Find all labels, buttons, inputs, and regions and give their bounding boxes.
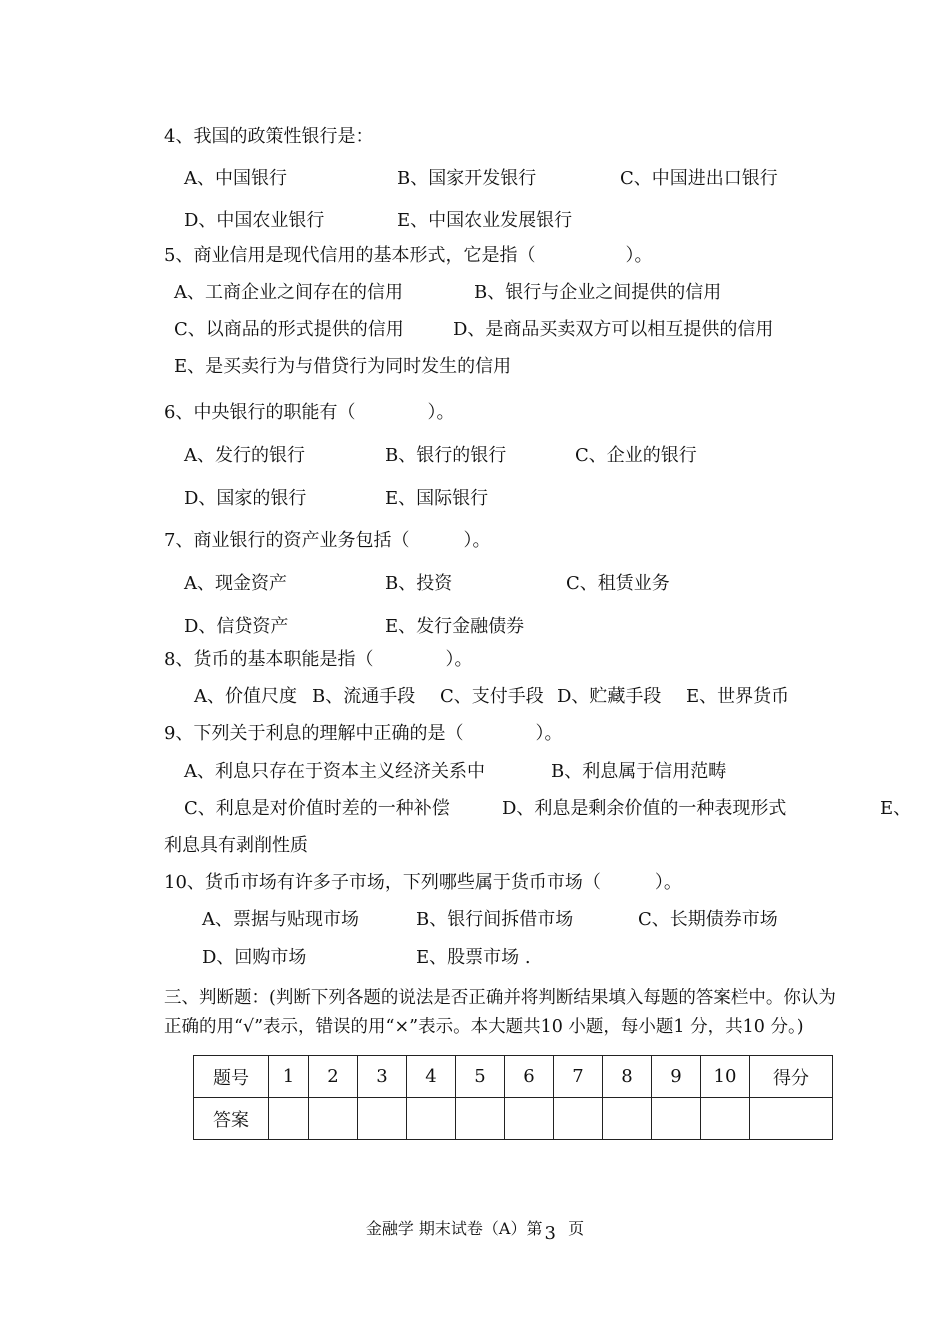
q9-option-a: A、利息只存在于资本主义经济关系中	[184, 761, 485, 782]
question-9-stem: 9、下列关于利息的理解中正确的是（ ）。	[164, 723, 563, 744]
q9-option-c: C、利息是对价值时差的一种补偿	[184, 798, 450, 819]
q6-option-c: C、企业的银行	[575, 445, 697, 466]
q10-option-b: B、银行间拆借市场	[416, 909, 574, 930]
question-number-cell: 7	[554, 1056, 603, 1098]
answer-cell[interactable]	[554, 1098, 603, 1140]
question-number-cell: 8	[603, 1056, 652, 1098]
answer-cell[interactable]	[309, 1098, 358, 1140]
score-label: 得分	[750, 1056, 833, 1098]
q7-option-a: A、现金资产	[184, 573, 287, 594]
q8-option-d: D、贮藏手段	[557, 686, 662, 707]
answer-table-answer-row	[194, 1098, 833, 1140]
q8-option-e: E、世界货币	[686, 686, 790, 707]
q5-option-a: A、工商企业之间存在的信用	[174, 282, 403, 303]
q10-option-d: D、回购市场	[202, 947, 307, 968]
q8-option-a: A、价值尺度	[194, 686, 297, 707]
question-10-stem: 10、货币市场有许多子市场，下列哪些属于货币市场（ ）。	[164, 872, 682, 893]
q9-option-e-continuation: 利息具有剥削性质	[164, 835, 308, 856]
footer-suffix: 页	[568, 1219, 585, 1238]
answer-cell[interactable]	[269, 1098, 309, 1140]
q5-option-d: D、是商品买卖双方可以相互提供的信用	[453, 319, 774, 340]
answer-cell[interactable]	[701, 1098, 750, 1140]
answer-table	[193, 1055, 833, 1140]
q4-option-b: B、国家开发银行	[397, 168, 537, 189]
page-footer	[0, 1216, 950, 1244]
q8-option-c: C、支付手段	[440, 686, 544, 707]
q4-option-d: D、中国农业银行	[184, 210, 325, 231]
question-number-cell: 5	[456, 1056, 505, 1098]
q6-option-e: E、国际银行	[385, 488, 489, 509]
question-number-cell: 4	[407, 1056, 456, 1098]
question-7-stem: 7、商业银行的资产业务包括（ ）。	[164, 530, 491, 551]
q10-option-e: E、股票市场 .	[416, 947, 531, 968]
footer-text: 金融学 期末试卷（A）第	[365, 1219, 543, 1238]
q8-option-b: B、流通手段	[312, 686, 416, 707]
q7-option-b: B、投资	[385, 573, 453, 594]
section-3-instructions-line-1: 三、判断题：(判断下列各题的说法是否正确并将判断结果填入每题的答案栏中。你认为	[164, 988, 836, 1008]
q5-option-b: B、银行与企业之间提供的信用	[474, 282, 722, 303]
question-6-stem: 6、中央银行的职能有（ ）。	[164, 402, 455, 423]
q4-option-a: A、中国银行	[184, 168, 287, 189]
question-number-cell: 9	[652, 1056, 701, 1098]
answer-cell[interactable]	[407, 1098, 456, 1140]
question-5-stem: 5、商业信用是现代信用的基本形式，它是指（ ）。	[164, 245, 653, 266]
q4-option-c: C、中国进出口银行	[620, 168, 778, 189]
question-number-cell: 3	[358, 1056, 407, 1098]
question-number-label: 题号	[194, 1056, 269, 1098]
q10-option-a: A、票据与贴现市场	[202, 909, 359, 930]
q6-option-b: B、银行的银行	[385, 445, 507, 466]
answer-cell[interactable]	[603, 1098, 652, 1140]
answer-table-header-row	[194, 1056, 833, 1098]
q9-option-d: D、利息是剩余价值的一种表现形式	[502, 798, 787, 819]
question-8-stem: 8、货币的基本职能是指（ ）。	[164, 649, 473, 670]
q6-option-a: A、发行的银行	[184, 445, 305, 466]
answer-cell[interactable]	[505, 1098, 554, 1140]
q9-option-b: B、利息属于信用范畴	[551, 761, 727, 782]
question-4-stem: 4、我国的政策性银行是：	[164, 126, 374, 147]
q7-option-c: C、租赁业务	[566, 573, 670, 594]
q7-option-d: D、信贷资产	[184, 616, 289, 637]
q5-option-c: C、以商品的形式提供的信用	[174, 319, 404, 340]
q6-option-d: D、国家的银行	[184, 488, 307, 509]
score-cell[interactable]	[750, 1098, 833, 1140]
answer-cell[interactable]	[456, 1098, 505, 1140]
q4-option-e: E、中国农业发展银行	[397, 210, 573, 231]
answer-cell[interactable]	[652, 1098, 701, 1140]
answer-label: 答案	[194, 1098, 269, 1140]
question-number-cell: 6	[505, 1056, 554, 1098]
q7-option-e: E、发行金融债券	[385, 616, 525, 637]
q9-option-e: E、	[880, 798, 912, 819]
q10-option-c: C、长期债券市场	[638, 909, 778, 930]
question-number-cell: 1	[269, 1056, 309, 1098]
page-number: 3	[544, 1223, 556, 1244]
question-number-cell: 10	[701, 1056, 750, 1098]
section-3-instructions-line-2: 正确的用“√”表示，错误的用“×”表示。本大题共10 小题，每小题1 分，共10 分。)	[164, 1017, 804, 1037]
answer-cell[interactable]	[358, 1098, 407, 1140]
question-number-cell: 2	[309, 1056, 358, 1098]
q5-option-e: E、是买卖行为与借贷行为同时发生的信用	[174, 356, 512, 377]
